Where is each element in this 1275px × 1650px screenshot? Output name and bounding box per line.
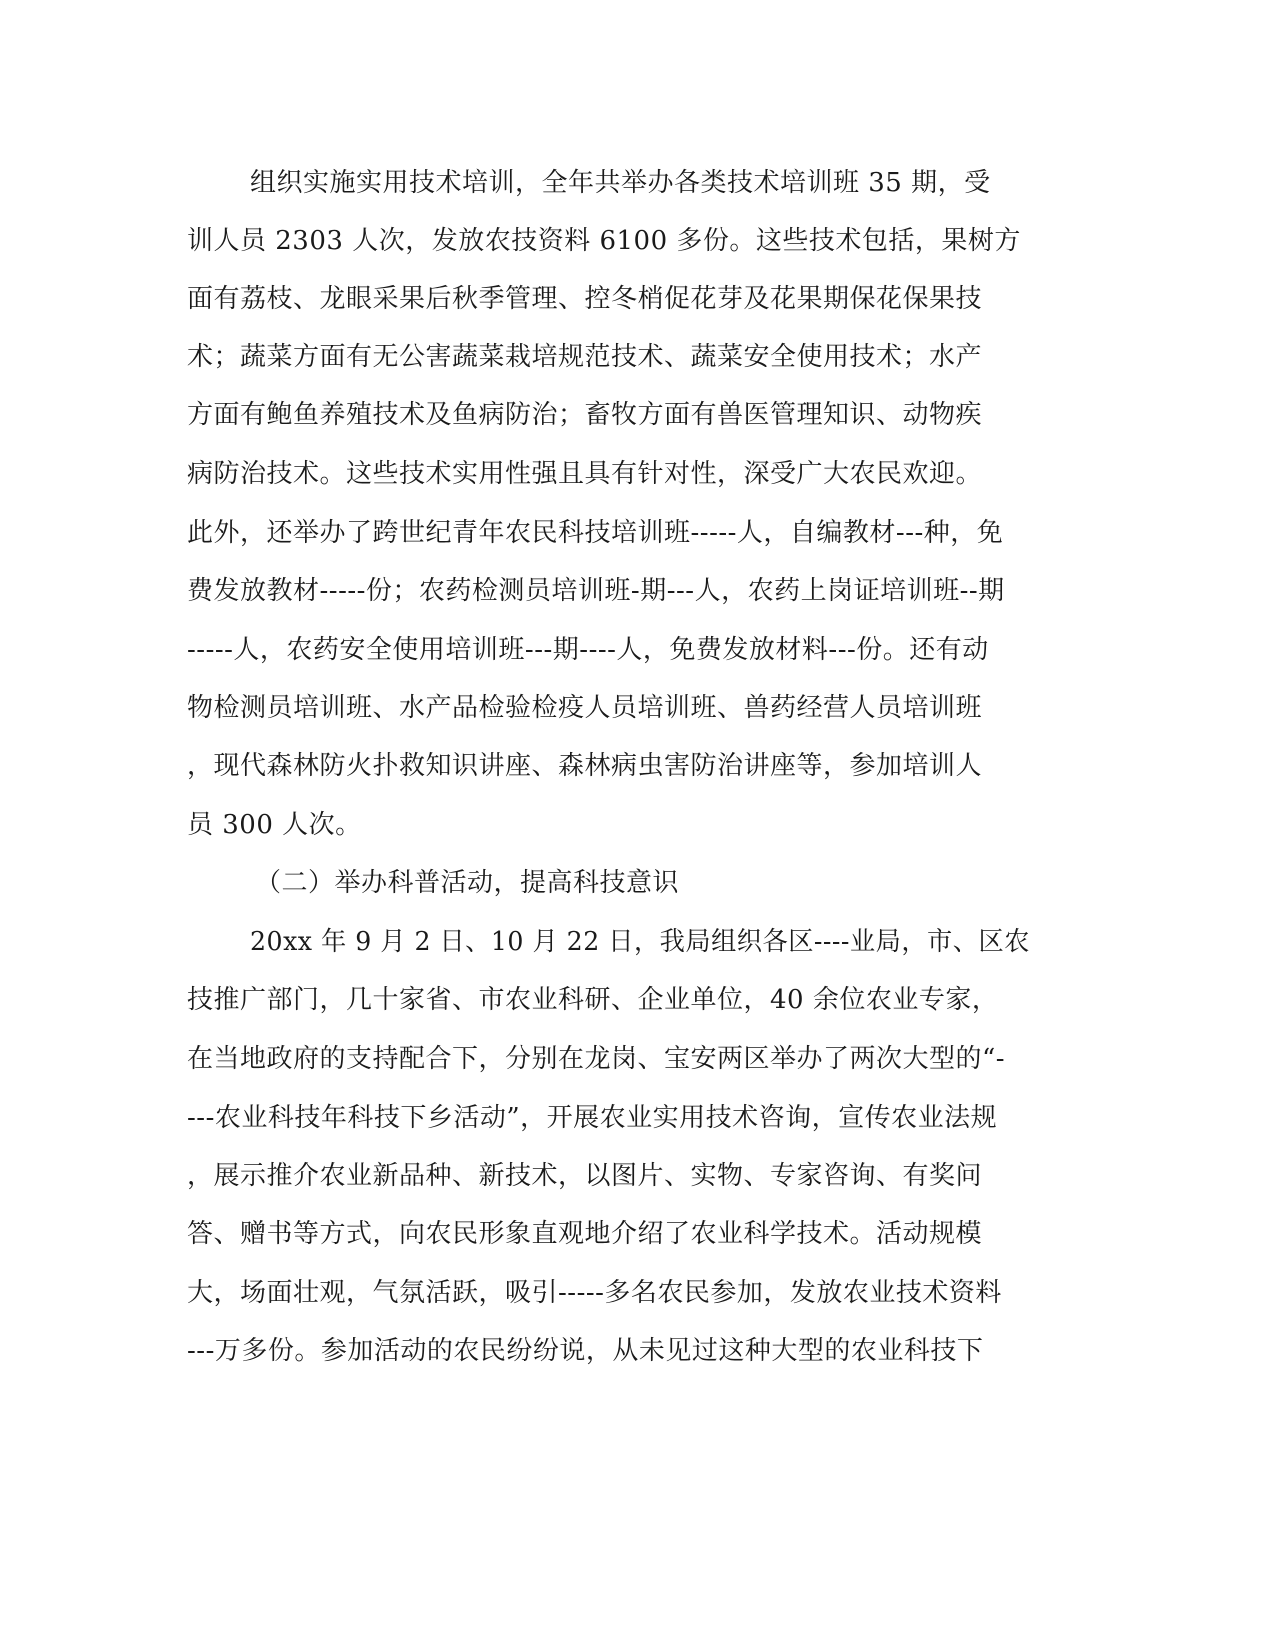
text-line: 20xx 年 9 月 2 日、10 月 22 日，我局组织各区----业局，市、区农	[250, 927, 1030, 957]
text-line: 面有荔枝、龙眼采果后秋季管理、控冬梢促花芽及花果期保花保果技	[187, 284, 983, 314]
text-line: 费发放教材-----份；农药检测员培训班-期---人，农药上岗证培训班--期	[187, 576, 1005, 606]
text-line: -----人，农药安全使用培训班---期----人，免费发放材料---份。还有动	[187, 635, 989, 665]
text-line: ---万多份。参加活动的农民纷纷说，从未见过这种大型的农业科技下	[187, 1336, 984, 1366]
text-line: 答、赠书等方式，向农民形象直观地介绍了农业科学技术。活动规模	[187, 1219, 983, 1249]
text-line: 员 300 人次。	[187, 810, 362, 840]
text-line: 组织实施实用技术培训，全年共举办各类技术培训班 35 期，受	[250, 168, 991, 198]
text-line: 方面有鲍鱼养殖技术及鱼病防治；畜牧方面有兽医管理知识、动物疾	[187, 400, 983, 430]
text-line: 术；蔬菜方面有无公害蔬菜栽培规范技术、蔬菜安全使用技术；水产	[187, 342, 983, 372]
text-line: 技推广部门，几十家省、市农业科研、企业单位，40 余位农业专家，	[187, 985, 999, 1015]
text-line: 在当地政府的支持配合下，分别在龙岗、宝安两区举办了两次大型的“-	[187, 1044, 1006, 1074]
text-line: ，展示推介农业新品种、新技术，以图片、实物、专家咨询、有奖问	[187, 1161, 983, 1191]
text-line: ，现代森林防火扑救知识讲座、森林病虫害防治讲座等，参加培训人	[187, 751, 983, 781]
text-line: 大，场面壮观，气氛活跃，吸引-----多名农民参加，发放农业技术资料	[187, 1278, 1002, 1308]
text-line: ---农业科技年科技下乡活动”，开展农业实用技术咨询，宣传农业法规	[187, 1103, 998, 1133]
section-heading: （二）举办科普活动，提高科技意识	[255, 868, 680, 898]
text-line: 此外，还举办了跨世纪青年农民科技培训班-----人，自编教材---种，免	[187, 518, 1004, 548]
text-line: 训人员 2303 人次，发放农技资料 6100 多份。这些技术包括，果树方	[187, 226, 1021, 256]
text-line: 病防治技术。这些技术实用性强且具有针对性，深受广大农民欢迎。	[187, 459, 983, 489]
text-line: 物检测员培训班、水产品检验检疫人员培训班、兽药经营人员培训班	[187, 693, 983, 723]
